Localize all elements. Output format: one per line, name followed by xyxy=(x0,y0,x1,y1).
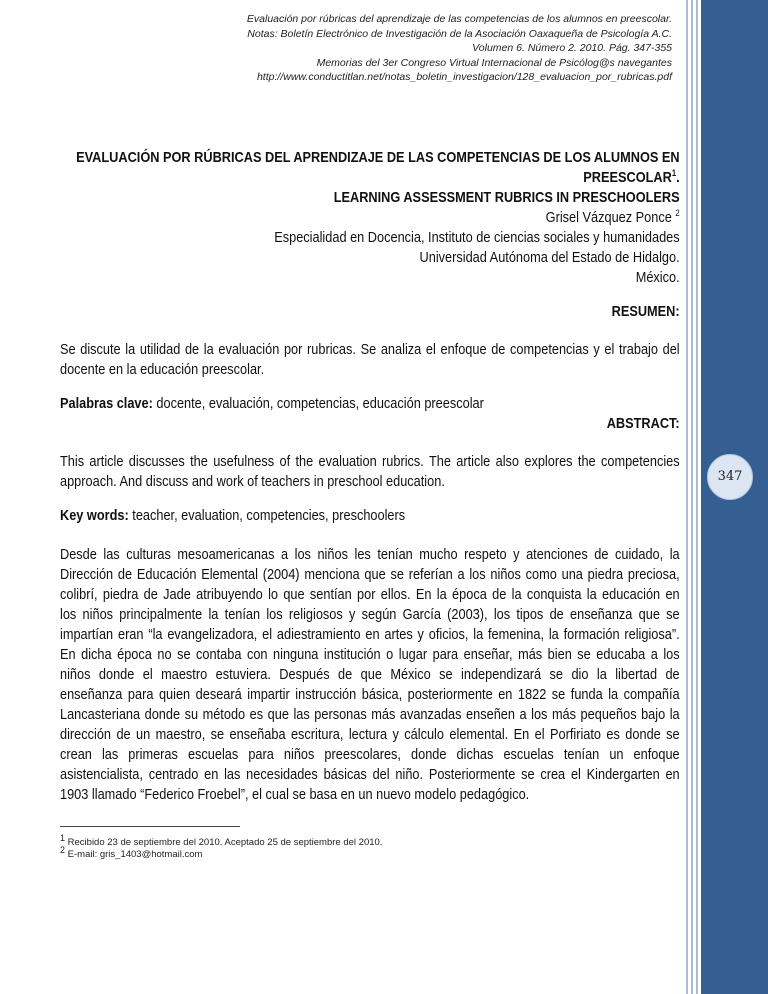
key-words xyxy=(60,506,680,526)
header-line: Volumen 6. Número 2. 2010. Pág. 347-355 xyxy=(472,42,672,54)
footnote-number: 2 xyxy=(60,844,66,855)
title-es-end: . xyxy=(676,169,680,186)
resumen-heading: RESUMEN: xyxy=(611,303,680,320)
footnote-ref: 1 xyxy=(671,168,677,178)
body-line: 1903 llamado “Federico Froebel”, el cual se basa en un nuevo modelo pedagógico. xyxy=(60,786,530,803)
body-line: Desde las culturas mesoamericanas a los niños les tenían mucho respeto y atenciones de cuidado, la xyxy=(60,546,680,563)
title-en: LEARNING ASSESSMENT RUBRICS IN PRESCHOOLERS xyxy=(333,189,680,206)
body-line: los niños principalmente la tenían los religiosos y según García (2003), los tipos de enseñanza que se xyxy=(60,606,680,623)
sidebar-stripe xyxy=(686,0,688,994)
abstract-line: This article discusses the usefulness of the evaluation rubrics. The article also explores the competencies xyxy=(60,453,680,470)
footnote-number: 1 xyxy=(60,832,66,843)
body-line: niños donde el maestro estuviera. Después de que México se independizará se dio la libertad de xyxy=(60,666,680,683)
footnote-divider xyxy=(60,826,240,827)
body-paragraph xyxy=(60,545,680,805)
body-line: enseñanza para quien deseará impartir instrucción básica, posteriormente en 1822 se funda la compañía xyxy=(60,686,680,703)
body-line: colibrí, piedra de Jade atribuyendo lo que sentían por ellos. En la época de la conquista la educación en xyxy=(60,586,680,603)
header-line: Memorias del 3er Congreso Virtual Internacional de Psicólog@s navegantes xyxy=(316,56,672,69)
title-block xyxy=(60,148,680,288)
resumen-line: Se discute la utilidad de la evaluación por rubricas. Se analiza el enfoque de competencias y el trabajo del xyxy=(60,341,680,358)
footnote-1 xyxy=(60,832,383,849)
title-es: EVALUACIÓN POR RÚBRICAS DEL APRENDIZAJE DE LAS COMPETENCIAS DE LOS ALUMNOS EN xyxy=(76,149,680,166)
abstract-heading: ABSTRACT: xyxy=(606,415,680,432)
author-name-text: Grisel Vázquez Ponce xyxy=(545,209,672,226)
abstract-section xyxy=(60,414,680,526)
body-line: crean las primeras escuelas para niños preescolares, donde dichas escuelas tenían un enfoque xyxy=(60,746,680,763)
author-country: México. xyxy=(635,269,680,286)
header-line: Evaluación por rúbricas del aprendizaje de las competencias de los alumnos en preescolar. xyxy=(246,13,672,25)
key-words-label: Key words: xyxy=(60,507,129,524)
author-affiliation: Especialidad en Docencia, Instituto de ciencias sociales y humanidades xyxy=(274,229,680,246)
header-line: Notas: Boletín Electrónico de Investigación de la Asociación Oaxaqueña de Psicología A.C. xyxy=(247,27,672,40)
author-name xyxy=(60,208,680,228)
palabras-clave xyxy=(60,394,680,414)
sidebar-stripe xyxy=(691,0,693,994)
header-url: http://www.conductitlan.net/notas_boletin_investigacion/128_evaluacion_por_rubricas.pdf xyxy=(256,71,672,83)
abstract-line: approach. And discuss and work of teachers in preschool education. xyxy=(60,473,445,490)
footnote-text: E-mail: gris_1403@hotmail.com xyxy=(65,849,203,860)
footnote-ref: 2 xyxy=(675,208,680,218)
palabras-clave-label: Palabras clave: xyxy=(60,395,153,412)
author-university: Universidad Autónoma del Estado de Hidalgo. xyxy=(419,249,680,266)
palabras-clave-values: docente, evaluación, competencias, educación preescolar xyxy=(152,395,484,412)
resumen-section xyxy=(60,302,680,414)
sidebar-stripe xyxy=(696,0,698,994)
body-line: asistencialista, centrado en las necesidades básicas del niño. Posteriormente se crea el Kindergarten en xyxy=(60,766,680,783)
footnote-text: Recibido 23 de septiembre del 2010. Aceptado 25 de septiembre del 2010. xyxy=(65,837,383,848)
body-line: Lancasteriana donde su método es que las personas más avanzadas enseñen a los más pequeños bajo la xyxy=(60,706,680,723)
body-line: En dicha época no se contaba con ninguna institución o lugar para enseñar, más bien se educaba a los xyxy=(60,646,680,663)
resumen-line: docente en la educación preescolar. xyxy=(60,361,265,378)
key-words-values: teacher, evaluation, competencies, preschoolers xyxy=(128,507,406,524)
body-line: impartían eran “la evangelizadora, el adiestramiento en artes y oficios, la femenina, la formación religiosa”. xyxy=(60,626,680,643)
title-es-line2: PREESCOLAR xyxy=(583,169,672,186)
running-header xyxy=(247,12,672,85)
body-line: Dirección de Educación Elemental (2004) menciona que se referían a los niños como una piedra preciosa, xyxy=(60,566,680,583)
page-number: 347 xyxy=(707,454,753,500)
body-line: dirección de un maestro, se enseñaba escritura, lectura y cálculo elemental. En el Porfiriato es donde se xyxy=(60,726,680,743)
title-es-cont xyxy=(60,168,680,188)
footnote-2 xyxy=(60,844,203,861)
